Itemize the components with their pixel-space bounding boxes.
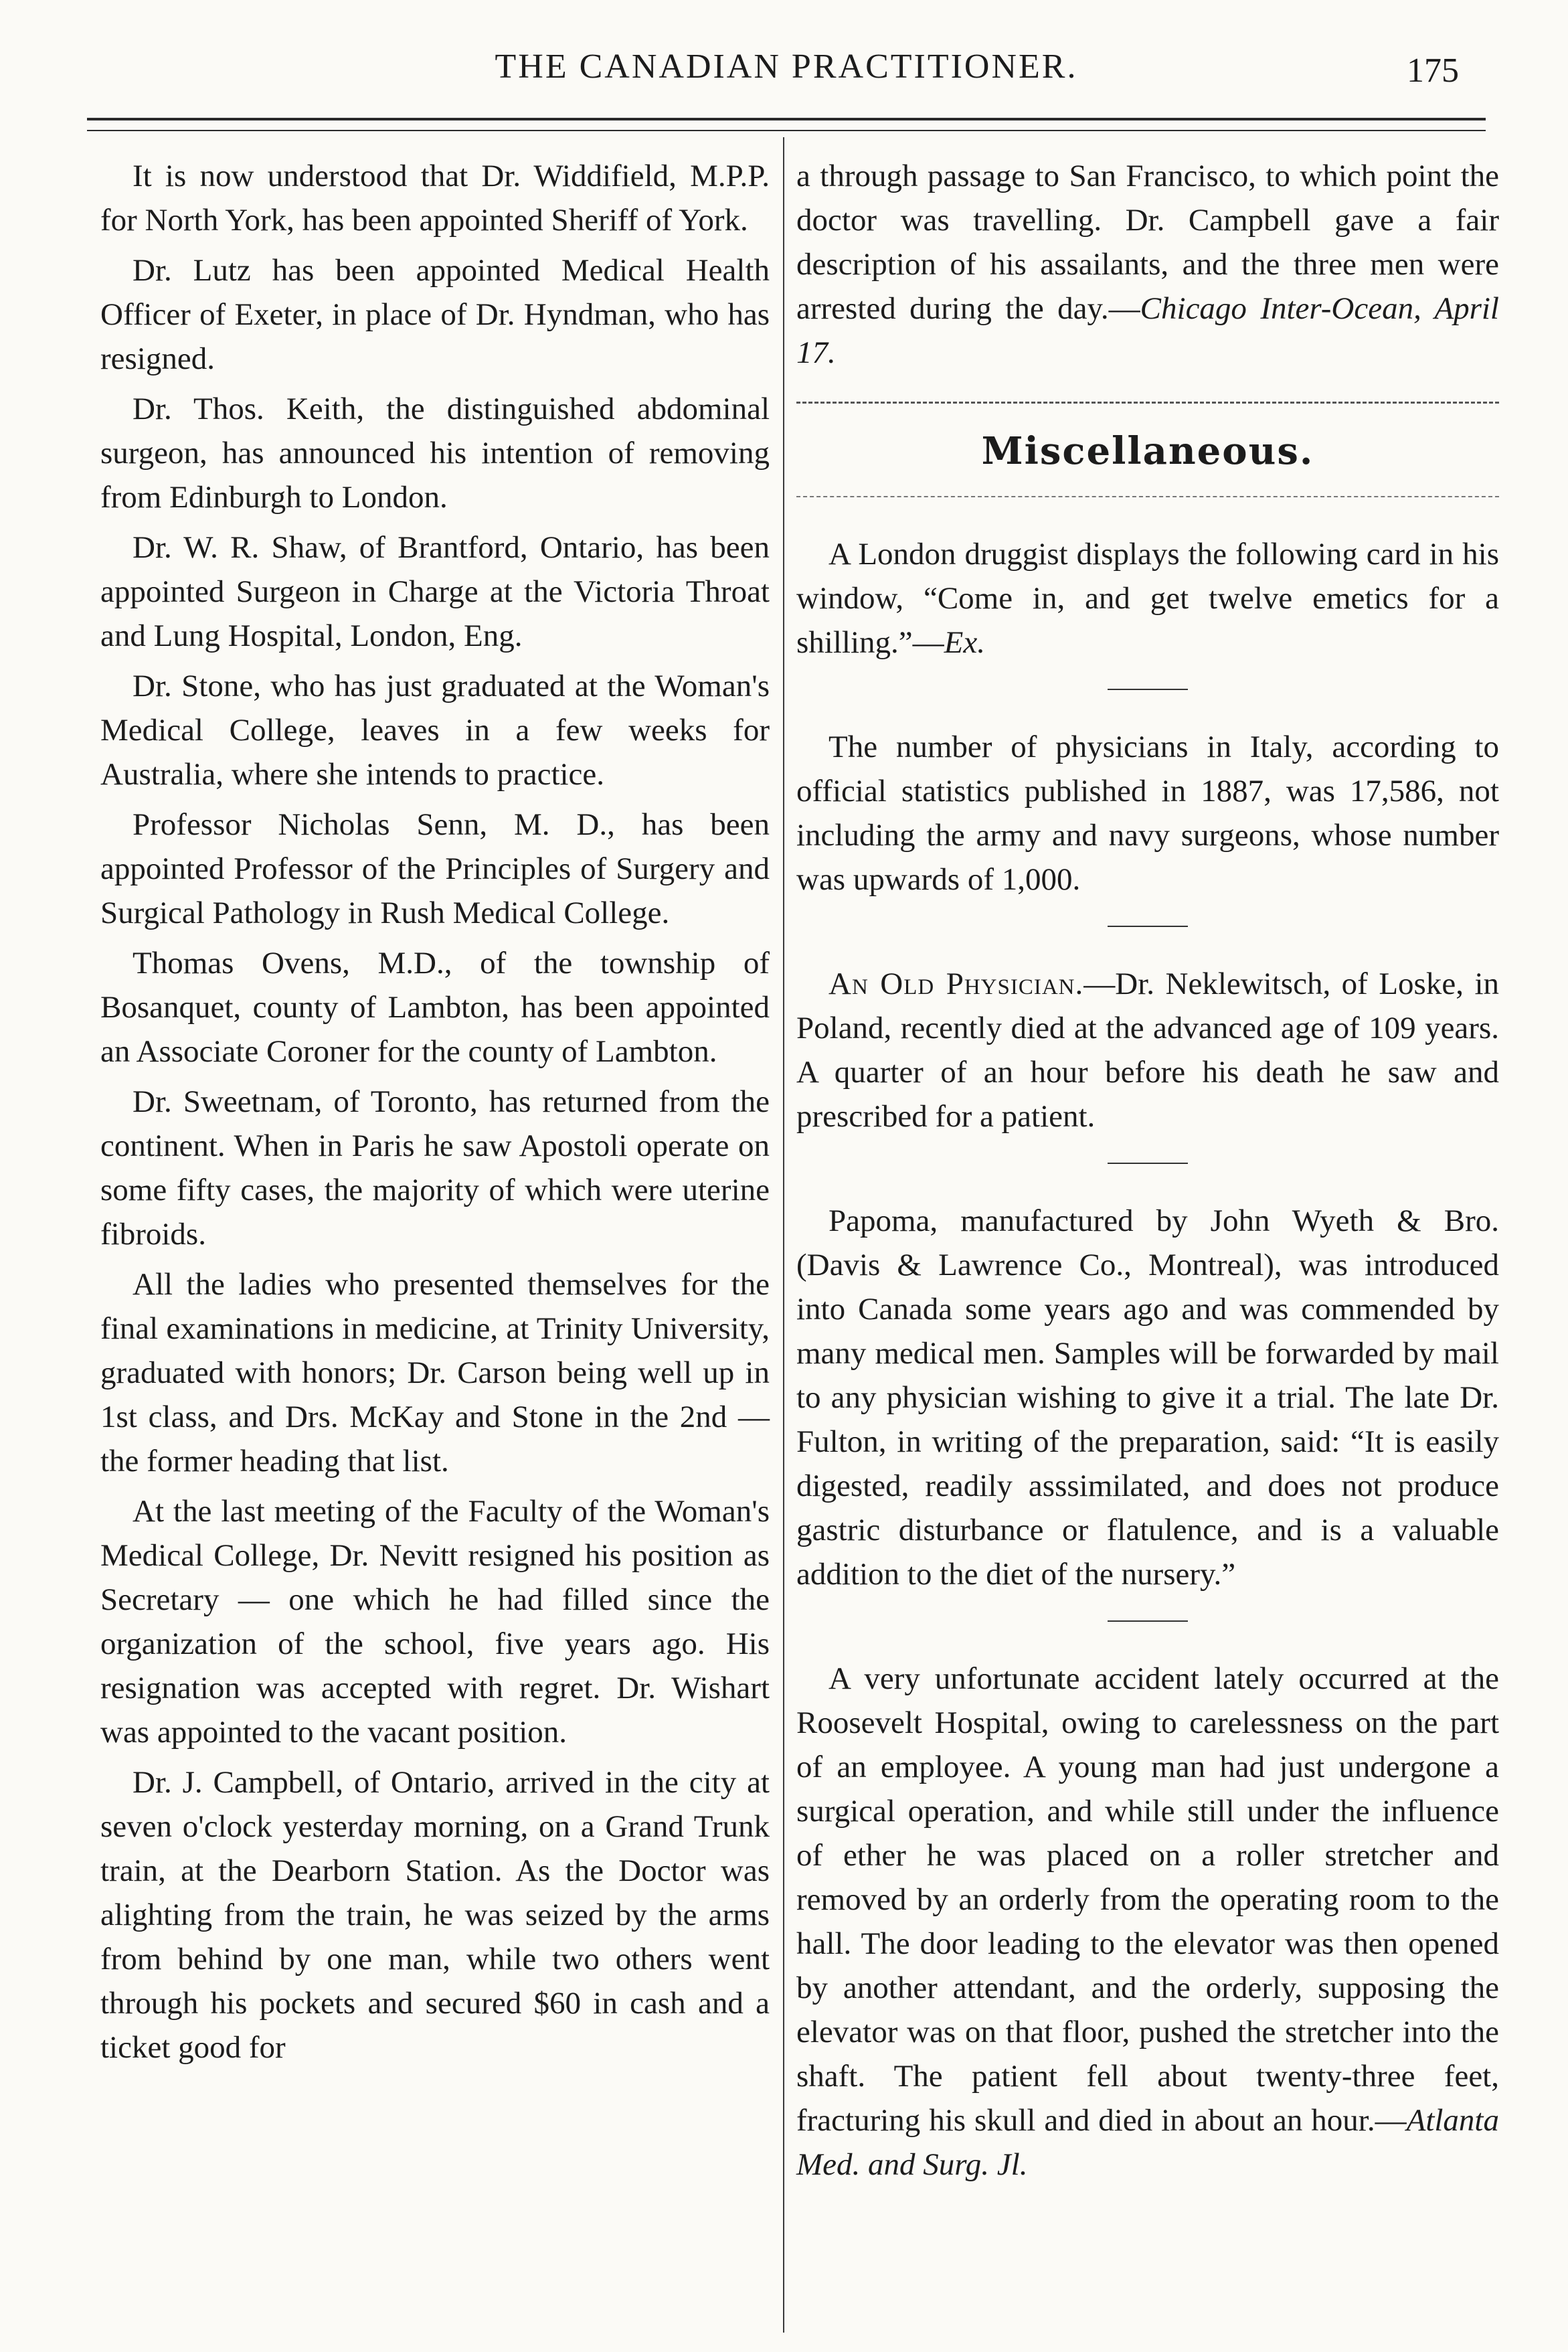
news-item-campbell: Dr. J. Campbell, of Ontario, arrived in the city at seven o'clock yesterday morning, on a Grand Trunk train, at the Dearborn Station. As the Doctor was alighting from the train, he was seized by the arms from behind by one man, while two others went through his pockets and secured $60 in cash and a ticket good for — [100, 1765, 770, 2065]
news-item-shaw: Dr. W. R. Shaw, of Brantford, Ontario, has been appointed Surgeon in Charge at the Victoria Throat and Lung Hospital, London, Eng. — [100, 530, 770, 653]
running-title: THE CANADIAN PRACTITIONER. — [495, 48, 1078, 86]
item-separator — [1108, 1620, 1188, 1622]
header-rule-thick — [87, 118, 1486, 120]
news-item-nevitt: At the last meeting of the Faculty of the Woman's Medical College, Dr. Nevitt resigned his position as Secretary — one which he had filled since the organization of the school, five years ago. His resignation was accepted with regret. Dr. Wishart was appointed to the vacant position. — [100, 1494, 770, 1750]
misc-item-papoma: Papoma, manufactured by John Wyeth & Bro. (Davis & Lawrence Co., Montreal), was introduced into Canada some years ago and was commended by many medical men. Samples will be forwarded by mail to any physician wishing to give it a trial. The late Dr. Fulton, in writing of the preparation, said: “It is easily digested, readily asssimilated, and does not produce gastric disturbance or flatulence, and is a valuable addition to the diet of the nursery.” — [796, 1203, 1499, 1592]
druggist-text: A London druggist displays the following card in his window, “Come in, and get twelve emetics for a shilling.”— — [796, 537, 1499, 660]
accident-source: Atlanta Med. and Surg. Jl. — [796, 2103, 1499, 2182]
continuation-text: a through passage to San Francisco, to which point the doctor was travelling. Dr. Campbell gave a fair description of his assailants, and the three men were arrested during the day.— — [796, 159, 1499, 326]
continuation-source: Chicago Inter-Ocean, April 17. — [796, 291, 1499, 370]
page-header — [87, 47, 1486, 107]
misc-item-italy: The number of physicians in Italy, according to official statistics published in 1887, was 17,586, not including the army and navy surgeons, whose number was upwards of 1,000. — [796, 730, 1499, 897]
news-item-lutz: Dr. Lutz has been appointed Medical Health Officer of Exeter, in place of Dr. Hyndman, who has resigned. — [100, 253, 770, 376]
item-separator — [1108, 926, 1188, 927]
item-separator — [1108, 689, 1188, 690]
misc-item-roosevelt-accident — [796, 1657, 1499, 2187]
misc-item-old-physician — [796, 962, 1499, 1139]
section-rule-top — [796, 402, 1499, 404]
old-physician-text: —Dr. Neklewitsch, of Loske, in Poland, recently died at the advanced age of 109 years. A quarter of an hour before his death he saw and prescribed for a patient. — [796, 967, 1499, 1134]
news-item-widdifield: It is now understood that Dr. Widdifield, M.P.P. for North York, has been appointed Sheriff of York. — [100, 159, 770, 238]
news-item-senn: Professor Nicholas Senn, M. D., has been appointed Professor of the Principles of Surgery and Surgical Pathology in Rush Medical College. — [100, 807, 770, 930]
section-heading: Miscellaneous. — [981, 429, 1314, 473]
news-item-stone: Dr. Stone, who has just graduated at the Woman's Medical College, leaves in a few weeks for Australia, where she intends to practice. — [100, 669, 770, 792]
page-number: 175 — [1407, 52, 1459, 90]
header-rule-thin — [87, 130, 1486, 131]
news-item-sweetnam: Dr. Sweetnam, of Toronto, has returned from the continent. When in Paris he saw Apostoli operate on some fifty cases, the majority of which were uterine fibroids. — [100, 1084, 770, 1252]
left-column — [100, 154, 770, 2076]
campbell-continuation — [796, 154, 1499, 375]
news-item-keith: Dr. Thos. Keith, the distinguished abdominal surgeon, has announced his intention of removing from Edinburgh to London. — [100, 392, 770, 515]
item-separator — [1108, 1163, 1188, 1164]
old-physician-lead: An Old Physician. — [829, 967, 1084, 1001]
misc-item-druggist — [796, 532, 1499, 665]
right-column — [796, 154, 1499, 2193]
column-divider — [783, 137, 784, 2333]
news-item-ovens: Thomas Ovens, M.D., of the township of Bosanquet, county of Lambton, has been appointed an Associate Coroner for the county of Lambton. — [100, 946, 770, 1069]
accident-text: A very unfortunate accident lately occurred at the Roosevelt Hospital, owing to carelessness on the part of an employee. A young man had just undergone a surgical operation, and while still under the influence of ether he was placed on a roller stretcher and removed by an orderly from the operating room to the hall. The door leading to the elevator was then opened by another attendant, and the orderly, supposing the elevator was on that floor, pushed the stretcher into the shaft. The patient fell about twenty-three feet, fracturing his skull and died in about an hour.— — [796, 1661, 1499, 2138]
druggist-source: Ex. — [944, 625, 985, 660]
news-item-trinity-graduates: All the ladies who presented themselves for the final examinations in medicine, at Trinity University, graduated with honors; Dr. Carson being well up in 1st class, and Drs. McKay and Stone in the 2nd — the former heading that list. — [100, 1267, 770, 1479]
section-rule-bottom — [796, 496, 1499, 497]
